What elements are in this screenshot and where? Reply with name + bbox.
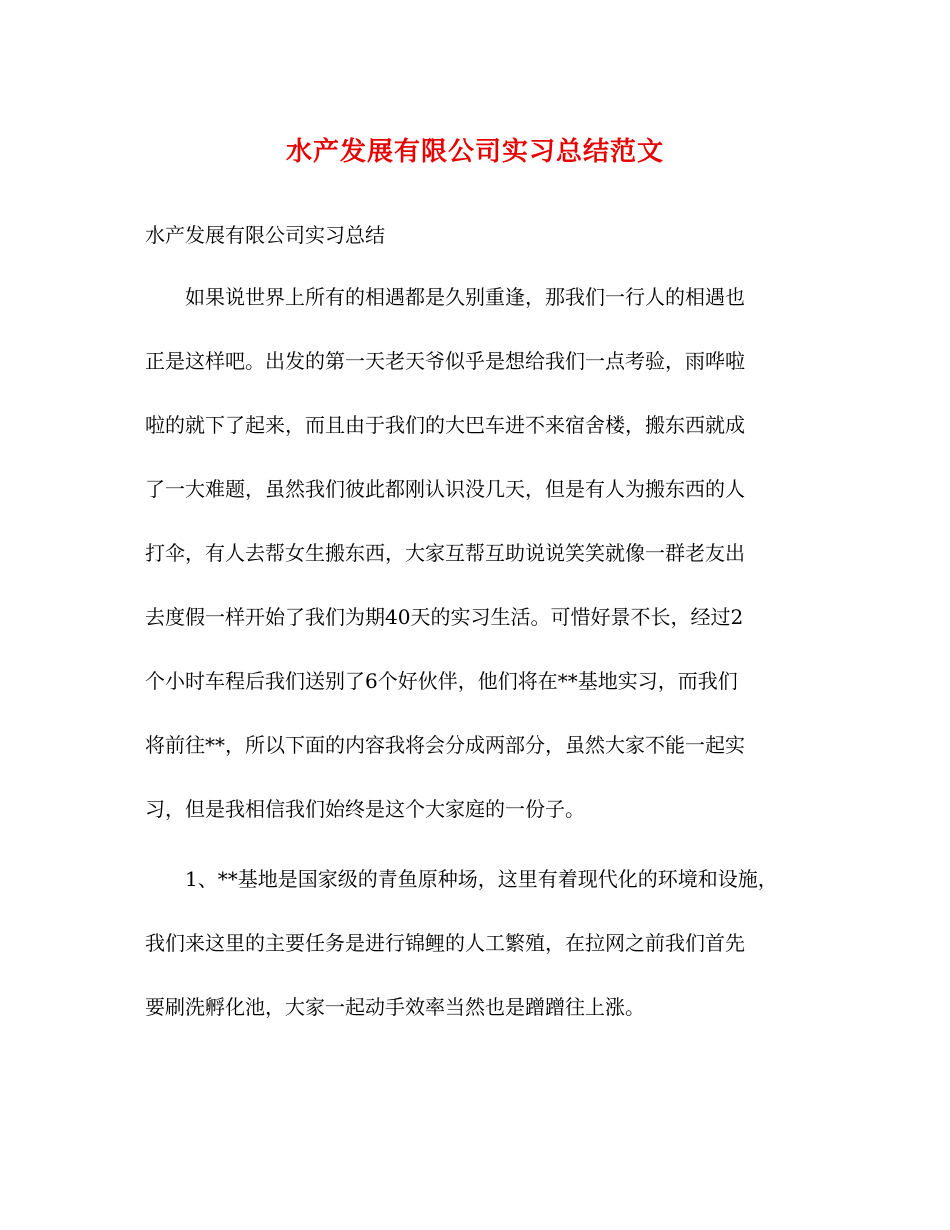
paragraph-line: 1、**基地是国家级的青鱼原种场，这里有着现代化的环境和设施，: [185, 867, 778, 891]
paragraph-line: 去度假一样开始了我们为期40天的实习生活。可惜好景不长，经过2: [145, 605, 744, 629]
paragraph-line: 将前往**，所以下面的内容我将会分成两部分，虽然大家不能一起实: [145, 733, 745, 757]
paragraph-line: 啦的就下了起来，而且由于我们的大巴车进不来宿舍楼，搬东西就成: [145, 413, 745, 437]
paragraph-line: 我们来这里的主要任务是进行锦鲤的人工繁殖，在拉网之前我们首先: [145, 931, 745, 955]
document-title: 水产发展有限公司实习总结范文: [285, 137, 664, 167]
document-subtitle: 水产发展有限公司实习总结: [145, 223, 385, 247]
paragraph-line: 习，但是我相信我们始终是这个大家庭的一份子。: [145, 797, 585, 821]
paragraph-line: 如果说世界上所有的相遇都是久别重逢，那我们一行人的相遇也: [185, 285, 745, 309]
paragraph-line: 打伞，有人去帮女生搬东西，大家互帮互助说说笑笑就像一群老友出: [145, 541, 745, 565]
paragraph-line: 正是这样吧。出发的第一天老天爷似乎是想给我们一点考验，雨哗啦: [145, 349, 745, 373]
paragraph-line: 个小时车程后我们送别了6个好伙伴，他们将在**基地实习，而我们: [145, 669, 738, 693]
paragraph-line: 要刷洗孵化池，大家一起动手效率当然也是蹭蹭往上涨。: [145, 995, 645, 1019]
paragraph-line: 了一大难题，虽然我们彼此都刚认识没几天，但是有人为搬东西的人: [145, 477, 745, 501]
